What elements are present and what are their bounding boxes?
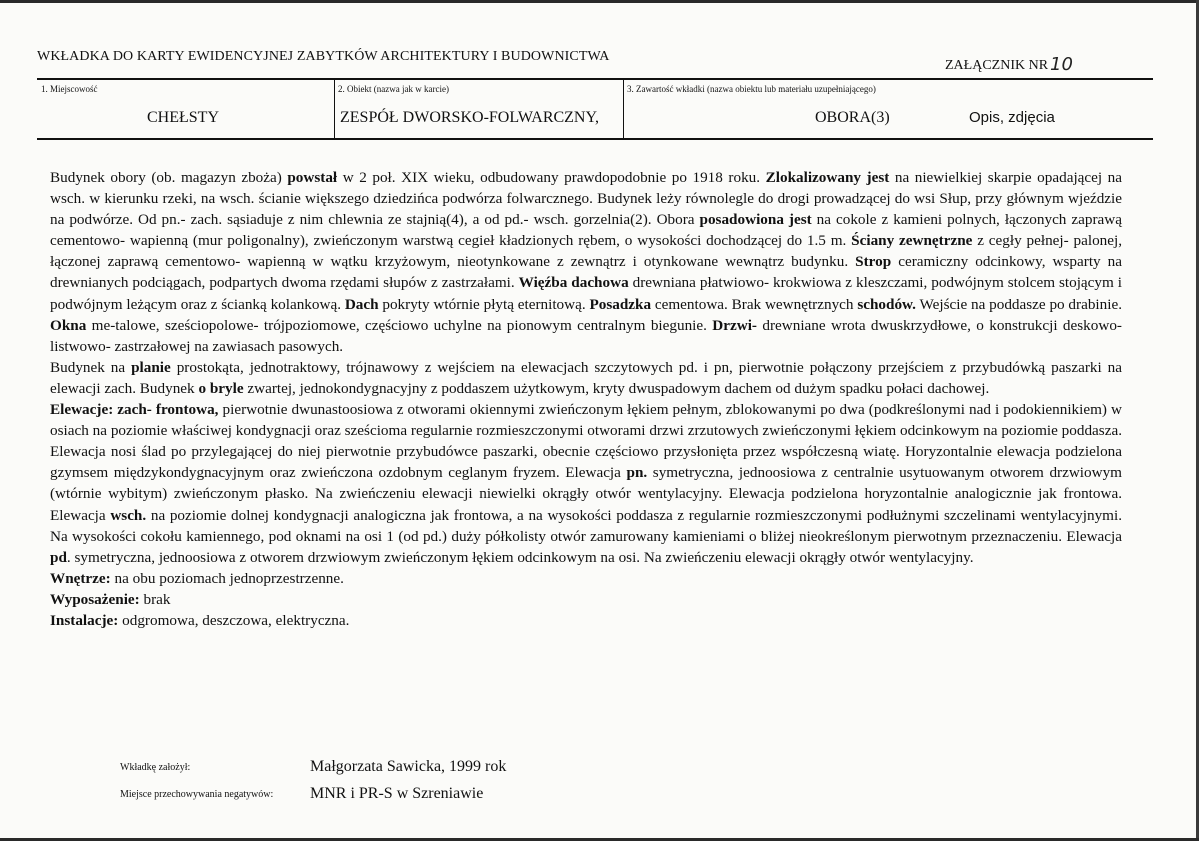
- document-title: WKŁADKA DO KARTY EWIDENCYJNEJ ZABYTKÓW ARCHITEKTURY I BUDOWNICTWA: [37, 49, 610, 64]
- bold-term: pd: [50, 548, 67, 566]
- bold-term: Wyposażenie:: [50, 590, 140, 608]
- text-run: Budynek obory (ob. magazyn zboża): [50, 169, 288, 186]
- locality-value: CHEŁSTY: [147, 109, 219, 126]
- bold-term: Instalacje:: [50, 611, 119, 629]
- bold-term: Wnętrze:: [50, 569, 111, 587]
- negatives-storage-row: [120, 785, 483, 803]
- description-paragraph: [50, 589, 1122, 610]
- content-note: Opis, zdjęcia: [969, 109, 1055, 126]
- author-value: Małgorzata Sawicka, 1999 rok: [310, 758, 507, 776]
- text-run: pokryty wtórnie płytą eternitową.: [378, 295, 590, 313]
- bold-term: schodów.: [857, 295, 916, 313]
- bold-term: Okna: [50, 316, 87, 334]
- locality-label: 1. Miejscowość: [41, 84, 98, 94]
- text-run: Budynek na: [50, 358, 132, 376]
- text-run: . symetryczna, jednoosiowa z otworem drzwiowym zwieńczonym łękiem odcinkowym na osi. Na zwieńczeniu elewacji okrągły otwór wentylacyjny.: [66, 548, 974, 566]
- text-run: cementowa. Brak wewnętrznych: [651, 295, 858, 313]
- text-run: drewniane wrota dwuskrzydłowe, o konstrukcji deskowo- listwowo- zastrzałowej na zawiasach pasowych.: [50, 316, 1122, 355]
- text-run: na cokole z kamieni polnych, łączonych zaprawą cementowo- wapienną (mur poligonalny), zwieńczonym warstwą cegieł kładzionych rębem, o wysokości dochodzącej do 1.5 m.: [50, 211, 1122, 250]
- object-value: ZESPÓŁ DWORSKO-FOLWARCZNY,: [340, 109, 599, 126]
- annex-label: [945, 53, 1073, 74]
- description-paragraph: [50, 167, 1122, 357]
- author-row: [120, 758, 506, 776]
- text-run: na poziomie dolnej kondygnacji analogiczna jak frontowa, a na wysokości poddasza z regularnie rozmieszczonymi podłużnymi szczelinami wentylacyjnymi. Na wysokości cokołu kamiennego, pod oknami na osi 1 (od pd.) duży półkolisty otwór zamurowany kamieniami o bliżej nieokreślonym pierwotnym przeznaczeniu. Elewacja: [50, 506, 1122, 545]
- content-cell: [623, 80, 1154, 138]
- text-run: me-talowe, sześciopolowe- trójpoziomowe, częściowo uchylne na pionowym centralnym biegunie.: [86, 316, 713, 334]
- text-run: Wejście na poddasze po drabinie.: [915, 295, 1122, 313]
- text-run: na obu poziomach jednoprzestrzenne.: [110, 569, 344, 587]
- bold-term: planie: [131, 358, 171, 376]
- object-label: 2. Obiekt (nazwa jak w karcie): [338, 84, 449, 94]
- page-edge-top: [0, 0, 1199, 3]
- negatives-storage-value: MNR i PR-S w Szreniawie: [310, 785, 484, 803]
- bold-term: wsch.: [110, 506, 147, 524]
- content-label: 3. Zawartość wkładki (nazwa obiektu lub materiału uzupełniającego): [627, 84, 876, 94]
- bold-term: Elewacje: zach- frontowa,: [50, 401, 219, 419]
- bold-term: Posadzka: [589, 295, 652, 313]
- bold-term: o bryle: [198, 379, 244, 397]
- header-fields-table: [37, 78, 1153, 140]
- description-paragraph: [50, 399, 1122, 568]
- text-run: zwartej, jednokondygnacyjny z poddaszem użytkowym, kryty dwuspadowym dachem od dużym spadku połaci dachowej.: [243, 379, 990, 397]
- bold-term: Ściany zewnętrzne: [851, 232, 973, 250]
- bold-term: Dach: [344, 295, 379, 313]
- text-run: symetryczna, jednoosiowa z centralnie usytuowanym otworem drzwiowym (wtórnie wybitym) zwieńczonym płasko. Na zwieńczeniu elewacji niewielki okrągły otwór wentylacyjny. Elewacja podzielona horyzontalnie analogicznie jak frontowa. Elewacja: [50, 464, 1122, 524]
- text-run: na niewielkiej skarpie opadającej na wsch. w kierunku rzeki, na wsch. ścianie większego dziedzińca podwórza folwarcznego. Budynek leży równolegle do drogi prowadzącej do wsi Słup, przy głównym wjeździe na podwórze. Od pn.- zach. sąsiaduje z nim chlewnia ze stajnią(4), a od pd.- wsch. gorzelnia(2). Obora: [50, 169, 1122, 229]
- text-run: z cegły pełnej- palonej, łączonej zaprawą cementowo- wapienną w wątku krzyżowym, nieotynkowane z zewnątrz i otynkowane wewnątrz budynku.: [50, 232, 1123, 271]
- author-label: Wkładkę założył:: [120, 761, 191, 773]
- text-run: w 2 poł. XIX wieku, odbudowany prawdopodobnie po 1918 roku.: [337, 169, 766, 186]
- locality-cell: [37, 80, 332, 138]
- text-run: odgromowa, deszczowa, elektryczna.: [118, 611, 350, 629]
- text-run: prostokąta, jednotraktowy, trójnawowy z wejściem na elewacjach szczytowych pd. i pn, pierwotnie połączony przejściem z przybudówką paszarki na elewacji zach. Budynek: [50, 358, 1122, 397]
- bold-term: Drzwi-: [712, 316, 757, 334]
- bold-term: pn.: [626, 464, 648, 482]
- annex-label-text: ZAŁĄCZNIK NR: [945, 58, 1049, 73]
- text-run: drewniana płatwiowo- krokwiowa z kleszczami, podwójnym stolcem stojącym i podwójnym leżącym oraz z ścianką kolankową.: [50, 274, 1123, 313]
- text-run: pierwotnie dwunastoosiowa z otworami okiennymi zwieńczonym łękiem pełnym, zblokowanymi po dwa (podkreślonymi nad i podokiennikiem) w osiach na poziomie właściwej kondygnacji oraz sześcioma regularnie rozmieszczonymi otworami drzwi zrzutowych zwieńczonymi łękiem odcinkowym na poziomie poddasza. Elewacja nosi ślad po przylegającej do niej pierwotnie przybudówce paszarki, obecnie częściowo przysłonięta przez współczesną wiatę. Horyzontalnie elewacja podzielona gzymsem międzykondygnacyjnym oraz zwieńczona ozdobnym ceglanym fryzem. Elewacja: [50, 401, 1122, 482]
- text-run: brak: [139, 590, 171, 608]
- text-run: ceramiczny odcinkowy, wsparty na drewnianych podciągach, podpartych dwoma rzędami słupów z zastrzałami.: [50, 253, 1123, 292]
- annex-number: 10: [1050, 54, 1073, 75]
- bold-term: powstał: [287, 169, 338, 186]
- content-value: OBORA(3): [815, 109, 890, 126]
- description-paragraph: [50, 357, 1122, 399]
- bold-term: Strop: [855, 253, 892, 271]
- bold-term: Zlokalizowany jest: [765, 169, 890, 186]
- object-cell: [334, 80, 622, 138]
- description-body: [50, 167, 1122, 631]
- description-paragraph: [50, 568, 1122, 589]
- negatives-storage-label: Miejsce przechowywania negatywów:: [120, 788, 274, 800]
- bold-term: Więźba dachowa: [518, 274, 629, 292]
- description-paragraph: [50, 610, 1122, 631]
- bold-term: posadowiona jest: [699, 211, 812, 229]
